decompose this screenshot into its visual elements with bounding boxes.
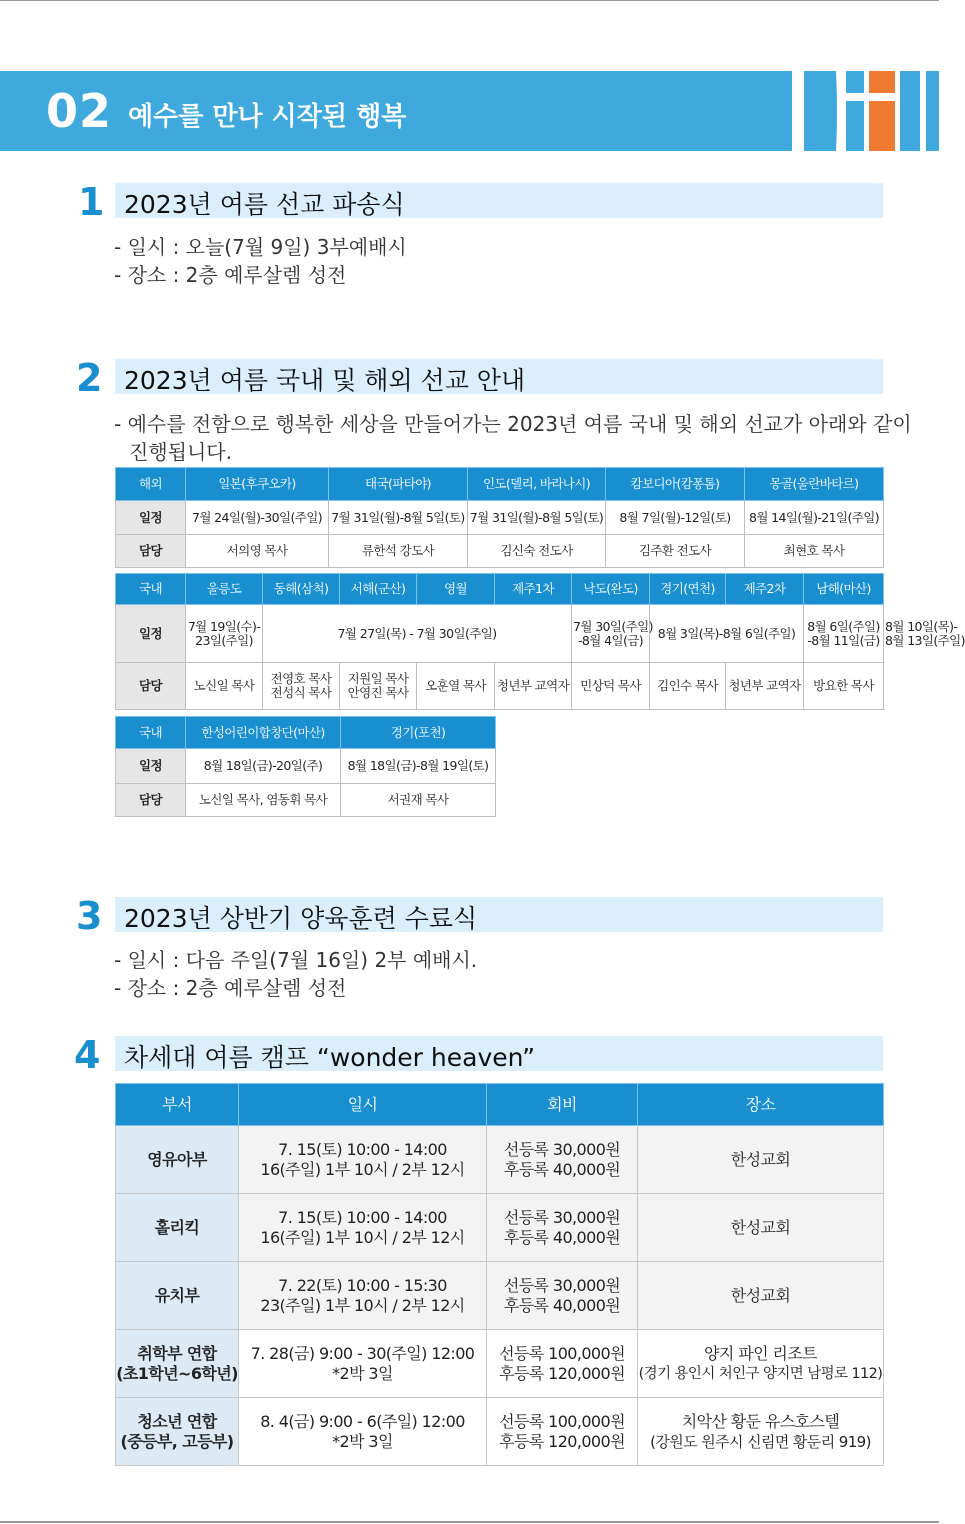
section-2-line-1: - 예수를 전함으로 행복한 세상을 만들어가는 2023년 여름 국내 및 해외 선교가 아래와 같이 (114, 412, 912, 436)
table-header: 동해(삼척) (263, 574, 340, 605)
row-label: 담당 (116, 663, 186, 710)
table-header: 장소 (638, 1084, 884, 1126)
cell-line: (초1학년~6학년) (116, 1363, 238, 1383)
row-label: 일정 (116, 749, 186, 784)
table-cell: 김주환 전도사 (606, 535, 745, 568)
table-header: 일시 (239, 1084, 487, 1126)
table-header: 남해(마산) (804, 574, 884, 605)
cell-line: (강원도 원주시 신림면 황둔리 919) (650, 1432, 871, 1451)
camp-table (115, 1083, 884, 1466)
cell-line: 7. 15(토) 10:00 - 14:00 (278, 1140, 447, 1160)
section-3-number: 3 (76, 894, 103, 938)
cell-line: 23(주일) 1부 10시 / 2부 12시 (260, 1295, 465, 1315)
section-4-title: 차세대 여름 캠프 “wonder heaven” (124, 1043, 536, 1072)
top-rule (0, 0, 939, 1)
cell-line: 취학부 연합 (137, 1344, 217, 1364)
table-header: 제주1차 (495, 574, 572, 605)
cell-line: 선등록 100,000원 (499, 1412, 625, 1432)
table-cell: 7월 24일(월)-30일(주일) (186, 501, 329, 535)
section-1-title: 2023년 여름 선교 파송식 (124, 190, 405, 219)
table-cell: 청년부 교역자 (495, 663, 572, 710)
cell-line: (경기 용인시 처인구 양지면 남평로 112) (638, 1365, 883, 1382)
table-cell (804, 605, 884, 663)
section-2-number: 2 (76, 356, 103, 400)
cell-line: *2박 3일 (332, 1363, 393, 1383)
table-header: 해외 (116, 468, 186, 501)
table-header: 경기(포천) (341, 717, 496, 749)
table-cell: 서의영 목사 (186, 535, 329, 568)
date-cell (239, 1194, 487, 1262)
table-cell: 노신일 목사, 염동휘 목사 (186, 784, 341, 817)
cell-line: 치악산 황둔 유스호스텔 (681, 1412, 840, 1432)
row-label: 일정 (116, 605, 186, 663)
cell-line: 8. 4(금) 9:00 - 6(주일) 12:00 (260, 1412, 465, 1432)
cell-line: 후등록 120,000원 (499, 1363, 625, 1383)
table-header: 캄보디아(캄퐁톰) (606, 468, 745, 501)
cell-line: 후등록 40,000원 (503, 1295, 621, 1315)
table-cell: 8월 18일(금)-20일(주) (186, 749, 341, 784)
dept-cell (116, 1398, 239, 1466)
cell-line: 7월 30일(주일) (573, 618, 653, 634)
cell-line: 후등록 40,000원 (503, 1159, 621, 1179)
date-cell (239, 1126, 487, 1194)
section-1-number: 1 (78, 180, 105, 224)
table-cell: 노신일 목사 (186, 663, 263, 710)
cell-line: 7. 22(토) 10:00 - 15:30 (278, 1276, 447, 1296)
table-cell: 8월 18일(금)-8월 19일(토) (341, 749, 496, 784)
table-row (116, 1126, 884, 1194)
cell-line: 7. 28(금) 9:00 - 30(주일) 12:00 (250, 1344, 475, 1364)
section-1-line-2: - 장소 : 2층 예루살렘 성전 (114, 263, 347, 287)
cell-line: 8월 6일(주일) (807, 618, 880, 634)
table-cell: 김인수 목사 (650, 663, 726, 710)
cell-line: 선등록 30,000원 (503, 1208, 621, 1228)
cell-line: 7. 15(토) 10:00 - 14:00 (278, 1208, 447, 1228)
domestic-mission-table (115, 573, 965, 710)
cell-line: 후등록 120,000원 (499, 1431, 625, 1451)
cell-line: 지원일 목사 (347, 671, 409, 687)
table-cell: 김신숙 전도사 (468, 535, 606, 568)
cell-line: 7월 19일(수)- (187, 618, 261, 634)
place-cell (638, 1398, 884, 1466)
church-logo-icon (792, 71, 939, 151)
row-label: 일정 (116, 501, 186, 535)
table-cell: 최현호 목사 (745, 535, 884, 568)
table-cell: 8월 3일(목)-8월 6일(주일) (650, 605, 804, 663)
table-header: 태국(파타야) (329, 468, 468, 501)
table-cell (263, 663, 340, 710)
cell-line: 23일(주일) (195, 632, 253, 648)
table-header: 일본(후쿠오카) (186, 468, 329, 501)
section-3-line-1: - 일시 : 다음 주일(7월 16일) 2부 예배시. (114, 948, 478, 972)
cell-line: 안영진 목사 (347, 685, 409, 700)
cell-line: 청소년 연합 (137, 1412, 217, 1432)
place-cell: 한성교회 (638, 1126, 884, 1194)
table-cell: 8월 14일(월)-21일(주일) (745, 501, 884, 535)
table-cell (186, 605, 263, 663)
table-row (116, 1330, 884, 1398)
table-cell: 민상덕 목사 (572, 663, 650, 710)
cell-line: -8월 11일(금) (807, 632, 880, 648)
table-cell: 8월 7일(월)-12일(토) (606, 501, 745, 535)
table-cell: 방요한 목사 (804, 663, 884, 710)
date-cell (239, 1398, 487, 1466)
table-header: 회비 (487, 1084, 638, 1126)
cell-line: 16(주일) 1부 10시 / 2부 12시 (260, 1159, 465, 1179)
cell-line: 선등록 30,000원 (503, 1140, 621, 1160)
table-header: 몽골(울란바타르) (745, 468, 884, 501)
table-cell: 7월 31일(월)-8월 5일(토) (329, 501, 468, 535)
table-cell: 류한석 강도사 (329, 535, 468, 568)
cell-line: 16(주일) 1부 10시 / 2부 12시 (260, 1227, 465, 1247)
section-3-line-2: - 장소 : 2층 예루살렘 성전 (114, 976, 347, 1000)
dept-cell: 유치부 (116, 1262, 239, 1330)
table-header: 영월 (417, 574, 495, 605)
table-row (116, 1262, 884, 1330)
table-row (116, 1398, 884, 1466)
section-1-line-1: - 일시 : 오늘(7월 9일) 3부예배시 (114, 235, 407, 259)
section-2-line-2: 진행됩니다. (129, 440, 232, 464)
header-number: 02 (46, 84, 113, 138)
cell-line: 전성식 목사 (270, 685, 332, 700)
cell-line: 선등록 100,000원 (499, 1344, 625, 1364)
fee-cell (487, 1398, 638, 1466)
section-4-number: 4 (74, 1033, 101, 1077)
header-title: 예수를 만나 시작된 행복 (128, 102, 407, 132)
date-cell (239, 1330, 487, 1398)
table-cell (340, 663, 417, 710)
cell-line: 8월 10일(목)- (885, 618, 958, 634)
table-header: 서해(군산) (340, 574, 417, 605)
table-header: 국내 (116, 574, 186, 605)
cell-line: 양지 파인 리조트 (704, 1343, 817, 1363)
table-header: 인도(델리, 바라나시) (468, 468, 606, 501)
place-cell: 한성교회 (638, 1262, 884, 1330)
cell-line: 후등록 40,000원 (503, 1227, 621, 1247)
fee-cell (487, 1126, 638, 1194)
table-cell: 7월 31일(월)-8월 5일(토) (468, 501, 606, 535)
table-header: 국내 (116, 717, 186, 749)
row-label: 담당 (116, 535, 186, 568)
table-header: 낙도(완도) (572, 574, 650, 605)
section-3-title: 2023년 상반기 양육훈련 수료식 (124, 904, 478, 933)
table-header: 부서 (116, 1084, 239, 1126)
table-cell (572, 605, 653, 663)
table-cell: 오훈열 목사 (417, 663, 495, 710)
dept-cell (116, 1330, 239, 1398)
date-cell (239, 1262, 487, 1330)
cell-line: -8월 4일(금) (578, 632, 643, 648)
table-cell: 서권재 목사 (341, 784, 496, 817)
overseas-mission-table (115, 467, 884, 568)
cell-line: 선등록 30,000원 (503, 1276, 621, 1296)
cell-line: (중등부, 고등부) (120, 1431, 234, 1451)
place-cell: 한성교회 (638, 1194, 884, 1262)
cell-line: 전영호 목사 (270, 671, 332, 687)
table-cell: 7월 27일(목) - 7월 30일(주일) (263, 605, 572, 663)
fee-cell (487, 1262, 638, 1330)
row-label: 담당 (116, 784, 186, 817)
bottom-rule (0, 1521, 939, 1523)
fee-cell (487, 1330, 638, 1398)
fee-cell (487, 1194, 638, 1262)
place-cell (638, 1330, 884, 1398)
cell-line: *2박 3일 (332, 1431, 393, 1451)
domestic-mission-table-2 (115, 716, 496, 817)
section-2-title: 2023년 여름 국내 및 해외 선교 안내 (124, 366, 526, 395)
dept-cell: 홀리킥 (116, 1194, 239, 1262)
table-cell: 청년부 교역자 (726, 663, 804, 710)
table-header: 한성어린이합창단(마산) (186, 717, 341, 749)
table-row (116, 1194, 884, 1262)
table-header: 제주2차 (726, 574, 804, 605)
dept-cell: 영유아부 (116, 1126, 239, 1194)
table-header: 울릉도 (186, 574, 263, 605)
table-header: 경기(연천) (650, 574, 726, 605)
cell-line: 8월 13일(주일) (885, 632, 965, 648)
